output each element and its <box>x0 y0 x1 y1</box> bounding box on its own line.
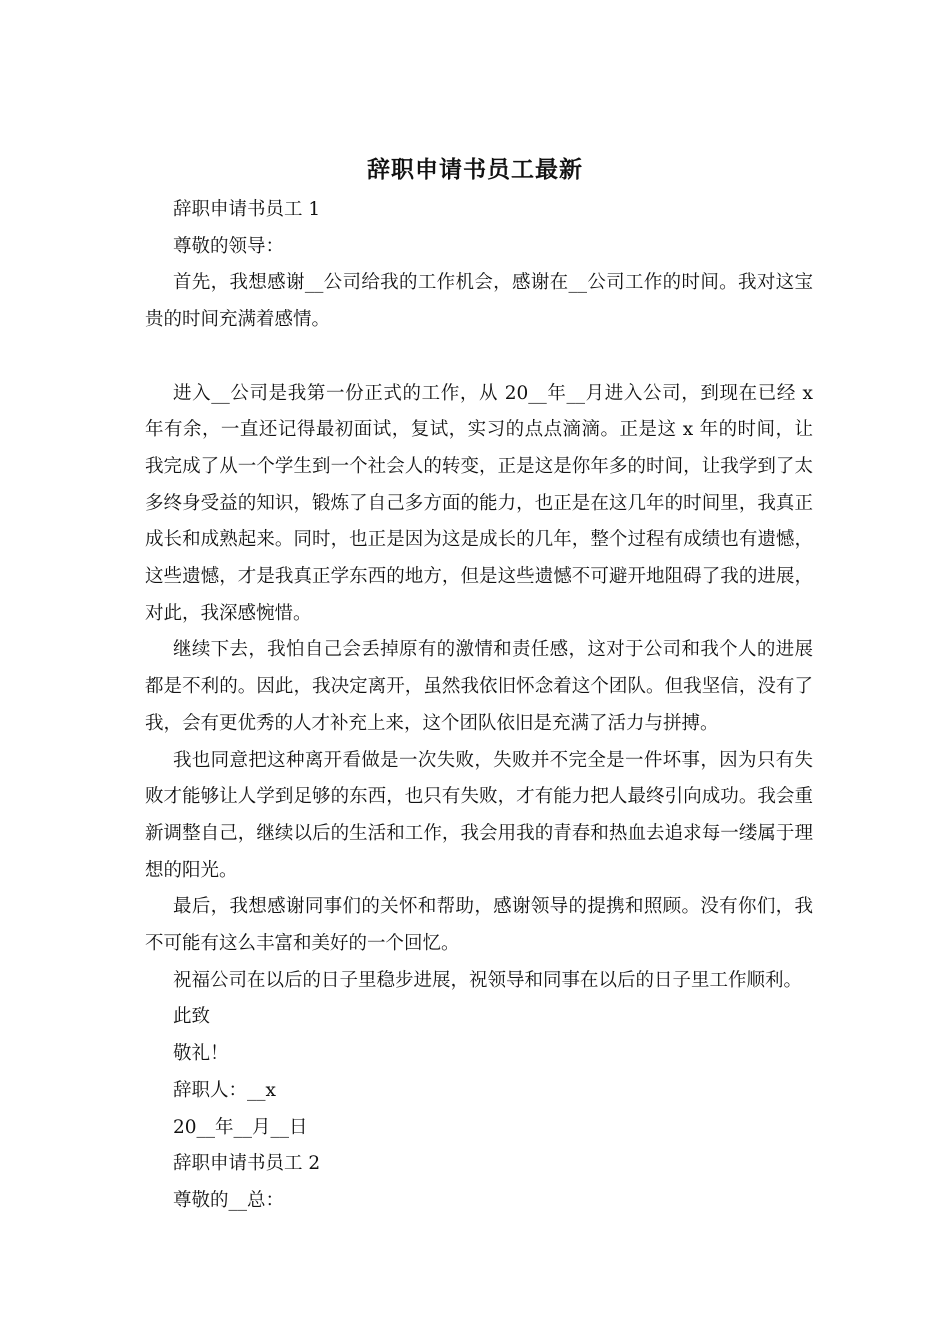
date-line: 20__年__月__日 <box>173 1116 308 1138</box>
section-heading-2: 辞职申请书员工 2 <box>173 1153 321 1175</box>
signature-line: 辞职人：__x <box>173 1079 276 1101</box>
paragraph-gratitude: 最后，我想感谢同事们的关怀和帮助，感谢领导的提携和照顾。没有你们，我不可能有这么丰富和美好的一个回忆。 <box>145 896 813 955</box>
salutation-1: 尊敬的领导： <box>173 235 285 257</box>
document-title: 辞职申请书员工最新 <box>367 157 583 183</box>
paragraph-decision: 继续下去，我怕自己会丢掉原有的激情和责任感，这对于公司和我个人的进展都是不利的。因此，我决定离开，虽然我依旧怀念着这个团队。但我坚信，没有了我，会有更优秀的人才补充上来，这个团队依旧是充满了活力与拼搏。 <box>145 639 813 734</box>
paragraph-failure: 我也同意把这种离开看做是一次失败，失败并不完全是一件坏事，因为只有失败才能够让人学到足够的东西，也只有失败，才有能力把人最终引向成功。我会重新调整自己，继续以后的生活和工作，我会用我的青春和热血去追求每一缕属于理想的阳光。 <box>145 749 813 881</box>
section-heading-1: 辞职申请书员工 1 <box>173 199 321 220</box>
salutation-2: 尊敬的__总： <box>173 1189 285 1211</box>
document-body <box>145 192 813 1220</box>
closing-line-2: 敬礼！ <box>173 1043 229 1065</box>
closing-line-1: 此致 <box>173 1006 211 1028</box>
paragraph-experience: 进入__公司是我第一份正式的工作，从 20__年__月进入公司，到现在已经 x 年有余，一直还记得最初面试，复试，实习的点点滴滴。正是这 x 年的时间，让我完成了从一个学生到一个社会人的转变，正是这是你年多的时间，让我学到了太多终身受益的知识，锻炼了自己多方面的能力，也正是在这几年的时间里，我真正成长和成熟起来。同时，也正是因为这是成长的几年，整个过程有成绩也有遗憾，这些遗憾，才是我真正学东西的地方，但是这些遗憾不可避开地阻碍了我的进展，对此，我深感惋惜。 <box>145 382 813 624</box>
paragraph-wishes: 祝福公司在以后的日子里稳步进展，祝领导和同事在以后的日子里工作顺利。 <box>173 969 803 991</box>
paragraph-thanks: 首先，我想感谢__公司给我的工作机会，感谢在__公司工作的时间。我对这宝贵的时间充满着感情。 <box>145 272 813 331</box>
blank-line <box>145 339 813 376</box>
